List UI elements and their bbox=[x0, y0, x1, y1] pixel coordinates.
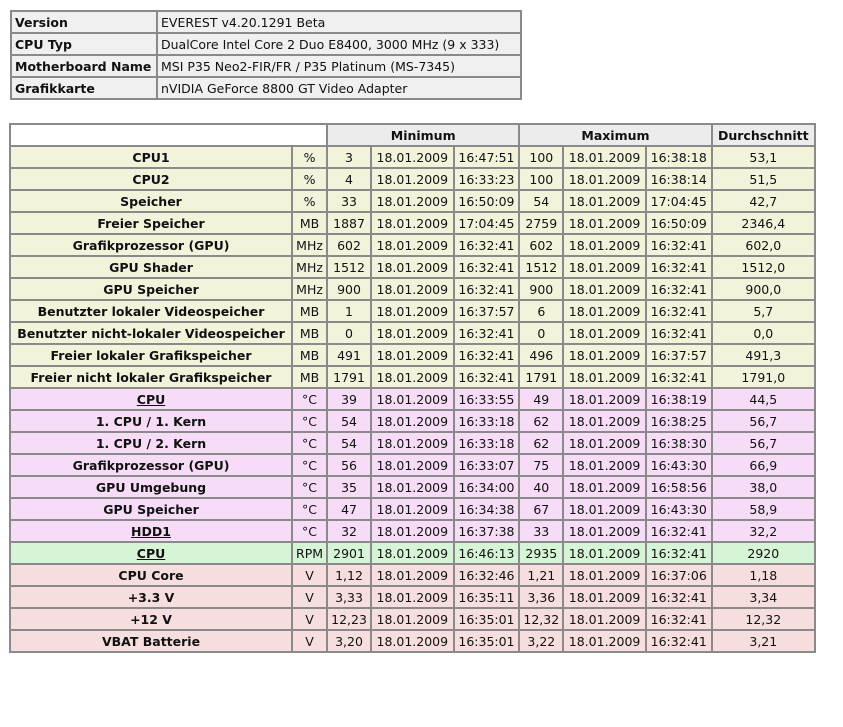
cell-max: 100 bbox=[519, 168, 563, 190]
cell-avg: 5,7 bbox=[712, 300, 815, 322]
cell-max-date: 18.01.2009 bbox=[563, 212, 646, 234]
cell-min-date: 18.01.2009 bbox=[371, 278, 454, 300]
cell-unit: MHz bbox=[292, 234, 327, 256]
cell-min: 39 bbox=[327, 388, 371, 410]
cell-min-date: 18.01.2009 bbox=[371, 322, 454, 344]
cell-max: 1,21 bbox=[519, 564, 563, 586]
sensor-name: GPU Speicher bbox=[10, 498, 292, 520]
cell-avg: 0,0 bbox=[712, 322, 815, 344]
cell-max: 33 bbox=[519, 520, 563, 542]
cell-min: 1791 bbox=[327, 366, 371, 388]
cell-min-time: 16:34:38 bbox=[454, 498, 520, 520]
sensor-name: CPU Core bbox=[10, 564, 292, 586]
info-row-motherboard bbox=[11, 55, 521, 77]
cell-avg: 602,0 bbox=[712, 234, 815, 256]
cell-unit: °C bbox=[292, 476, 327, 498]
sensor-row bbox=[10, 256, 815, 278]
cell-unit: V bbox=[292, 630, 327, 652]
sensor-row bbox=[10, 190, 815, 212]
sensor-row bbox=[10, 366, 815, 388]
cell-min-time: 16:34:00 bbox=[454, 476, 520, 498]
cell-avg: 1512,0 bbox=[712, 256, 815, 278]
cell-max-date: 18.01.2009 bbox=[563, 454, 646, 476]
cell-min-date: 18.01.2009 bbox=[371, 454, 454, 476]
header-minimum: Minimum bbox=[327, 124, 519, 146]
cell-max-time: 16:37:57 bbox=[646, 344, 712, 366]
cell-unit: RPM bbox=[292, 542, 327, 564]
cell-unit: MB bbox=[292, 300, 327, 322]
cell-max-date: 18.01.2009 bbox=[563, 432, 646, 454]
cell-min-time: 17:04:45 bbox=[454, 212, 520, 234]
cell-max-date: 18.01.2009 bbox=[563, 498, 646, 520]
sensor-row bbox=[10, 520, 815, 542]
header-blank bbox=[10, 124, 327, 146]
sensor-row bbox=[10, 300, 815, 322]
cell-max-date: 18.01.2009 bbox=[563, 476, 646, 498]
cell-avg: 53,1 bbox=[712, 146, 815, 168]
sensor-row bbox=[10, 344, 815, 366]
info-row-cpu-type bbox=[11, 33, 521, 55]
info-row-graphics-card bbox=[11, 77, 521, 99]
cell-avg: 42,7 bbox=[712, 190, 815, 212]
cell-max-time: 16:32:41 bbox=[646, 322, 712, 344]
cell-unit: MHz bbox=[292, 278, 327, 300]
cell-max-time: 16:50:09 bbox=[646, 212, 712, 234]
cell-max: 900 bbox=[519, 278, 563, 300]
sensor-row bbox=[10, 564, 815, 586]
cell-min: 33 bbox=[327, 190, 371, 212]
cell-max: 0 bbox=[519, 322, 563, 344]
cell-min-date: 18.01.2009 bbox=[371, 146, 454, 168]
cell-unit: °C bbox=[292, 498, 327, 520]
cell-min-time: 16:46:13 bbox=[454, 542, 520, 564]
info-value: DualCore Intel Core 2 Duo E8400, 3000 MHz (9 x 333) bbox=[157, 33, 521, 55]
cell-max-date: 18.01.2009 bbox=[563, 300, 646, 322]
cell-max-date: 18.01.2009 bbox=[563, 366, 646, 388]
sensor-name: Grafikprozessor (GPU) bbox=[10, 234, 292, 256]
cell-unit: V bbox=[292, 586, 327, 608]
cell-unit: MHz bbox=[292, 256, 327, 278]
cell-min-date: 18.01.2009 bbox=[371, 520, 454, 542]
cell-avg: 56,7 bbox=[712, 410, 815, 432]
cell-max-time: 16:38:18 bbox=[646, 146, 712, 168]
cell-min-time: 16:35:01 bbox=[454, 608, 520, 630]
sensor-name: CPU2 bbox=[10, 168, 292, 190]
cell-max-time: 16:32:41 bbox=[646, 586, 712, 608]
cell-max-time: 16:32:41 bbox=[646, 300, 712, 322]
cell-max-time: 16:32:41 bbox=[646, 520, 712, 542]
cell-min-date: 18.01.2009 bbox=[371, 410, 454, 432]
cell-max-time: 16:43:30 bbox=[646, 454, 712, 476]
sensor-row bbox=[10, 168, 815, 190]
cell-min: 3,33 bbox=[327, 586, 371, 608]
sensor-row bbox=[10, 388, 815, 410]
cell-max-time: 16:32:41 bbox=[646, 608, 712, 630]
sensor-name: VBAT Batterie bbox=[10, 630, 292, 652]
cell-min-time: 16:47:51 bbox=[454, 146, 520, 168]
cell-min-date: 18.01.2009 bbox=[371, 542, 454, 564]
cell-max: 2935 bbox=[519, 542, 563, 564]
cell-avg: 2346,4 bbox=[712, 212, 815, 234]
cell-min-time: 16:37:57 bbox=[454, 300, 520, 322]
cell-min-date: 18.01.2009 bbox=[371, 190, 454, 212]
info-row-version bbox=[11, 11, 521, 33]
cell-max-date: 18.01.2009 bbox=[563, 234, 646, 256]
cell-min: 35 bbox=[327, 476, 371, 498]
cell-min-time: 16:50:09 bbox=[454, 190, 520, 212]
sensor-name: CPU1 bbox=[10, 146, 292, 168]
sensor-name: GPU Shader bbox=[10, 256, 292, 278]
cell-min: 47 bbox=[327, 498, 371, 520]
sensor-name: +3.3 V bbox=[10, 586, 292, 608]
sensor-name-link[interactable]: CPU bbox=[10, 388, 292, 410]
cell-min-time: 16:37:38 bbox=[454, 520, 520, 542]
sensor-row bbox=[10, 212, 815, 234]
sensor-name: 1. CPU / 1. Kern bbox=[10, 410, 292, 432]
cell-avg: 900,0 bbox=[712, 278, 815, 300]
info-key: Motherboard Name bbox=[11, 55, 157, 77]
cell-max: 2759 bbox=[519, 212, 563, 234]
cell-unit: V bbox=[292, 564, 327, 586]
info-value: MSI P35 Neo2-FIR/FR / P35 Platinum (MS-7345) bbox=[157, 55, 521, 77]
cell-avg: 12,32 bbox=[712, 608, 815, 630]
cell-min-time: 16:32:41 bbox=[454, 278, 520, 300]
cell-min-time: 16:33:18 bbox=[454, 410, 520, 432]
cell-avg: 3,21 bbox=[712, 630, 815, 652]
cell-max: 49 bbox=[519, 388, 563, 410]
cell-min-date: 18.01.2009 bbox=[371, 234, 454, 256]
info-value: EVEREST v4.20.1291 Beta bbox=[157, 11, 521, 33]
sensor-name: Benutzter lokaler Videospeicher bbox=[10, 300, 292, 322]
sensor-row bbox=[10, 234, 815, 256]
cell-unit: % bbox=[292, 190, 327, 212]
cell-min: 56 bbox=[327, 454, 371, 476]
cell-unit: °C bbox=[292, 388, 327, 410]
cell-min-date: 18.01.2009 bbox=[371, 256, 454, 278]
sensor-row bbox=[10, 586, 815, 608]
cell-max-date: 18.01.2009 bbox=[563, 608, 646, 630]
system-info-table bbox=[10, 10, 522, 100]
cell-unit: MB bbox=[292, 344, 327, 366]
cell-max-time: 16:38:19 bbox=[646, 388, 712, 410]
sensor-name: GPU Speicher bbox=[10, 278, 292, 300]
cell-max: 40 bbox=[519, 476, 563, 498]
cell-avg: 44,5 bbox=[712, 388, 815, 410]
cell-min-date: 18.01.2009 bbox=[371, 564, 454, 586]
cell-min: 1512 bbox=[327, 256, 371, 278]
cell-max-time: 16:32:41 bbox=[646, 234, 712, 256]
info-key: Grafikkarte bbox=[11, 77, 157, 99]
cell-min: 54 bbox=[327, 432, 371, 454]
cell-min: 32 bbox=[327, 520, 371, 542]
sensor-row bbox=[10, 410, 815, 432]
cell-min: 0 bbox=[327, 322, 371, 344]
cell-max: 3,36 bbox=[519, 586, 563, 608]
sensor-row bbox=[10, 476, 815, 498]
cell-max-time: 16:38:14 bbox=[646, 168, 712, 190]
sensor-name: +12 V bbox=[10, 608, 292, 630]
cell-max-date: 18.01.2009 bbox=[563, 278, 646, 300]
cell-avg: 3,34 bbox=[712, 586, 815, 608]
sensor-row bbox=[10, 630, 815, 652]
cell-min: 602 bbox=[327, 234, 371, 256]
cell-avg: 51,5 bbox=[712, 168, 815, 190]
cell-max-date: 18.01.2009 bbox=[563, 630, 646, 652]
cell-max: 1512 bbox=[519, 256, 563, 278]
cell-max-time: 16:32:41 bbox=[646, 278, 712, 300]
cell-max-date: 18.01.2009 bbox=[563, 564, 646, 586]
info-value: nVIDIA GeForce 8800 GT Video Adapter bbox=[157, 77, 521, 99]
cell-min-time: 16:32:46 bbox=[454, 564, 520, 586]
cell-unit: V bbox=[292, 608, 327, 630]
cell-min-date: 18.01.2009 bbox=[371, 586, 454, 608]
cell-avg: 66,9 bbox=[712, 454, 815, 476]
cell-max-time: 16:38:30 bbox=[646, 432, 712, 454]
cell-avg: 56,7 bbox=[712, 432, 815, 454]
cell-min-time: 16:32:41 bbox=[454, 366, 520, 388]
cell-max-date: 18.01.2009 bbox=[563, 542, 646, 564]
cell-max-time: 16:32:41 bbox=[646, 256, 712, 278]
cell-min-time: 16:33:07 bbox=[454, 454, 520, 476]
sensor-row bbox=[10, 146, 815, 168]
cell-min-date: 18.01.2009 bbox=[371, 344, 454, 366]
sensor-row bbox=[10, 322, 815, 344]
cell-min: 3 bbox=[327, 146, 371, 168]
sensor-name: Benutzter nicht-lokaler Videospeicher bbox=[10, 322, 292, 344]
cell-min-time: 16:33:55 bbox=[454, 388, 520, 410]
cell-min-date: 18.01.2009 bbox=[371, 300, 454, 322]
cell-max-date: 18.01.2009 bbox=[563, 168, 646, 190]
header-row bbox=[10, 124, 815, 146]
sensor-name-link[interactable]: CPU bbox=[10, 542, 292, 564]
cell-min-time: 16:33:18 bbox=[454, 432, 520, 454]
sensor-rows bbox=[10, 146, 815, 652]
cell-max: 54 bbox=[519, 190, 563, 212]
cell-max-time: 16:32:41 bbox=[646, 542, 712, 564]
sensor-name: Grafikprozessor (GPU) bbox=[10, 454, 292, 476]
cell-max-date: 18.01.2009 bbox=[563, 520, 646, 542]
cell-avg: 38,0 bbox=[712, 476, 815, 498]
sensor-name: 1. CPU / 2. Kern bbox=[10, 432, 292, 454]
sensor-name: Freier Speicher bbox=[10, 212, 292, 234]
sensor-row bbox=[10, 542, 815, 564]
cell-min-date: 18.01.2009 bbox=[371, 608, 454, 630]
cell-min: 54 bbox=[327, 410, 371, 432]
cell-max-time: 16:43:30 bbox=[646, 498, 712, 520]
cell-min: 3,20 bbox=[327, 630, 371, 652]
cell-avg: 1,18 bbox=[712, 564, 815, 586]
cell-min-time: 16:32:41 bbox=[454, 322, 520, 344]
info-key: CPU Typ bbox=[11, 33, 157, 55]
cell-max: 100 bbox=[519, 146, 563, 168]
cell-max: 62 bbox=[519, 410, 563, 432]
cell-min: 1,12 bbox=[327, 564, 371, 586]
cell-min: 1887 bbox=[327, 212, 371, 234]
cell-min-time: 16:35:01 bbox=[454, 630, 520, 652]
cell-avg: 2920 bbox=[712, 542, 815, 564]
sensor-name: Speicher bbox=[10, 190, 292, 212]
sensor-row bbox=[10, 608, 815, 630]
cell-max-date: 18.01.2009 bbox=[563, 322, 646, 344]
cell-max: 67 bbox=[519, 498, 563, 520]
cell-unit: °C bbox=[292, 432, 327, 454]
header-average: Durchschnitt bbox=[712, 124, 815, 146]
cell-min-time: 16:32:41 bbox=[454, 234, 520, 256]
cell-max: 3,22 bbox=[519, 630, 563, 652]
header-maximum: Maximum bbox=[519, 124, 711, 146]
cell-unit: MB bbox=[292, 322, 327, 344]
cell-min-date: 18.01.2009 bbox=[371, 476, 454, 498]
cell-unit: % bbox=[292, 146, 327, 168]
cell-min-time: 16:35:11 bbox=[454, 586, 520, 608]
cell-unit: % bbox=[292, 168, 327, 190]
cell-min: 491 bbox=[327, 344, 371, 366]
cell-min-date: 18.01.2009 bbox=[371, 432, 454, 454]
cell-unit: MB bbox=[292, 212, 327, 234]
cell-avg: 58,9 bbox=[712, 498, 815, 520]
cell-max-date: 18.01.2009 bbox=[563, 146, 646, 168]
info-key: Version bbox=[11, 11, 157, 33]
cell-min-time: 16:32:41 bbox=[454, 256, 520, 278]
sensor-name: GPU Umgebung bbox=[10, 476, 292, 498]
cell-max-date: 18.01.2009 bbox=[563, 388, 646, 410]
cell-unit: °C bbox=[292, 410, 327, 432]
cell-max: 6 bbox=[519, 300, 563, 322]
cell-max-date: 18.01.2009 bbox=[563, 256, 646, 278]
cell-max: 496 bbox=[519, 344, 563, 366]
cell-min: 900 bbox=[327, 278, 371, 300]
cell-min-time: 16:33:23 bbox=[454, 168, 520, 190]
cell-min-date: 18.01.2009 bbox=[371, 212, 454, 234]
sensor-name: Freier nicht lokaler Grafikspeicher bbox=[10, 366, 292, 388]
cell-max: 62 bbox=[519, 432, 563, 454]
sensor-statistics-table bbox=[9, 123, 816, 653]
cell-max-time: 16:32:41 bbox=[646, 630, 712, 652]
sensor-row bbox=[10, 498, 815, 520]
cell-max: 602 bbox=[519, 234, 563, 256]
cell-min-date: 18.01.2009 bbox=[371, 388, 454, 410]
sensor-row bbox=[10, 432, 815, 454]
cell-min-date: 18.01.2009 bbox=[371, 498, 454, 520]
sensor-name-link[interactable]: HDD1 bbox=[10, 520, 292, 542]
cell-avg: 1791,0 bbox=[712, 366, 815, 388]
cell-max: 12,32 bbox=[519, 608, 563, 630]
cell-min-date: 18.01.2009 bbox=[371, 630, 454, 652]
cell-min-date: 18.01.2009 bbox=[371, 168, 454, 190]
cell-min-time: 16:32:41 bbox=[454, 344, 520, 366]
cell-unit: °C bbox=[292, 454, 327, 476]
sensor-row bbox=[10, 454, 815, 476]
cell-min: 4 bbox=[327, 168, 371, 190]
cell-min: 2901 bbox=[327, 542, 371, 564]
cell-unit: MB bbox=[292, 366, 327, 388]
cell-max-time: 17:04:45 bbox=[646, 190, 712, 212]
cell-max-date: 18.01.2009 bbox=[563, 344, 646, 366]
cell-unit: °C bbox=[292, 520, 327, 542]
cell-max-date: 18.01.2009 bbox=[563, 586, 646, 608]
cell-max-time: 16:32:41 bbox=[646, 366, 712, 388]
cell-min: 1 bbox=[327, 300, 371, 322]
cell-max: 75 bbox=[519, 454, 563, 476]
cell-max-time: 16:58:56 bbox=[646, 476, 712, 498]
sensor-name: Freier lokaler Grafikspeicher bbox=[10, 344, 292, 366]
cell-max-date: 18.01.2009 bbox=[563, 410, 646, 432]
cell-avg: 491,3 bbox=[712, 344, 815, 366]
cell-min-date: 18.01.2009 bbox=[371, 366, 454, 388]
cell-min: 12,23 bbox=[327, 608, 371, 630]
sensor-row bbox=[10, 278, 815, 300]
cell-max: 1791 bbox=[519, 366, 563, 388]
cell-max-date: 18.01.2009 bbox=[563, 190, 646, 212]
cell-max-time: 16:38:25 bbox=[646, 410, 712, 432]
cell-avg: 32,2 bbox=[712, 520, 815, 542]
cell-max-time: 16:37:06 bbox=[646, 564, 712, 586]
